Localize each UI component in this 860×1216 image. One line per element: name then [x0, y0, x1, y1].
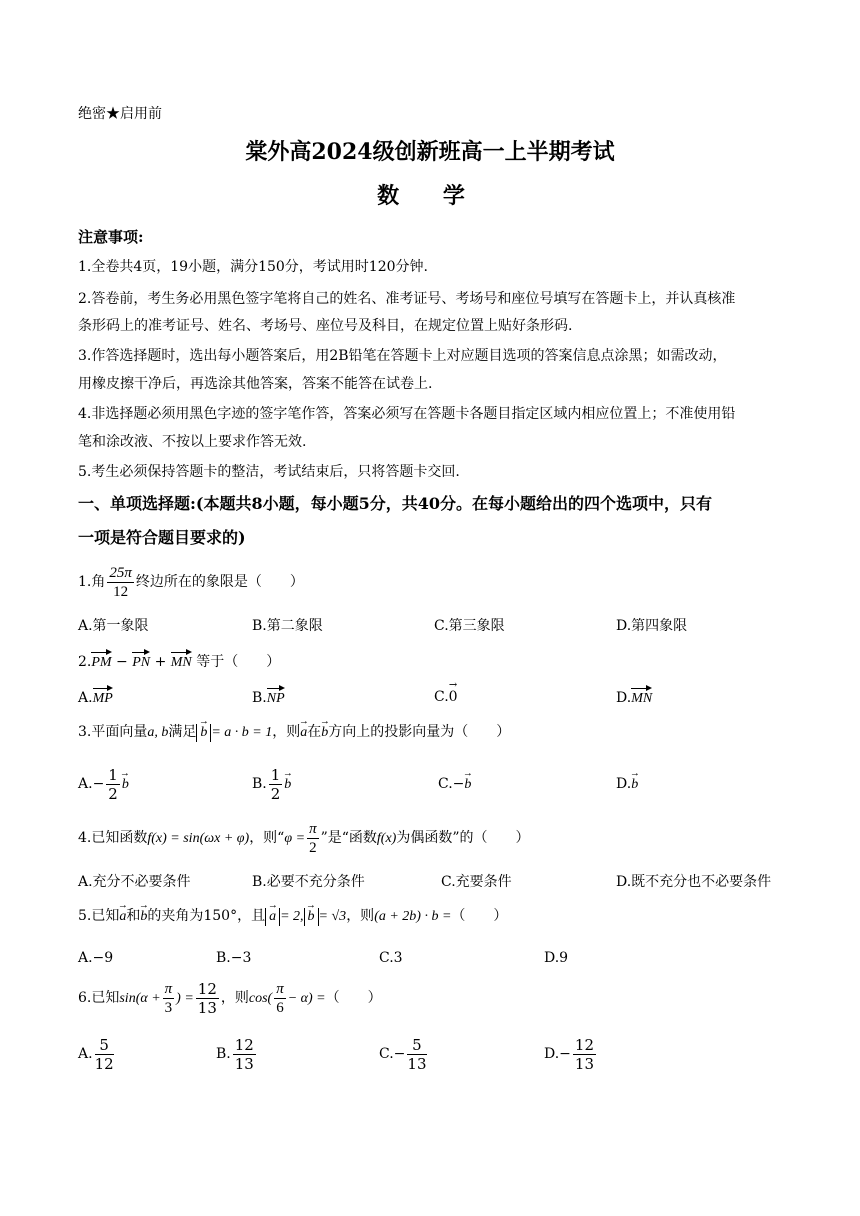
q5-option-a: A.−9 — [78, 950, 114, 966]
notice-item-2-cont: 条形码上的准考证号、姓名、考场号、座位号及科目，在规定位置上贴好条形码. — [78, 318, 573, 334]
notice-item-5: 5.考生必须保持答题卡的整洁，考试结束后，只将答题卡交回. — [78, 464, 460, 480]
q5-option-c: C.3 — [379, 950, 403, 966]
q6-option-c: C.− $\frac{5}{13}$ — [379, 1035, 427, 1073]
section-heading: 一、单项选择题:(本题共8小题，每小题5分，共40分。在每小题给出的四个选项中，只有 — [78, 494, 713, 513]
q3-option-d: D.→ b — [616, 774, 638, 795]
question-5: 5.已知→ a和→ b的夹角为150°，且→ a = 2,→ b = √3，则(a + 2b) · b =（ ） — [78, 906, 507, 927]
q1-option-c: C.第三象限 — [434, 618, 505, 634]
question-4: 4.已知函数f(x) = sin(ωx + φ)，则“φ = $\frac{\pi}{2}$ ”是“函数f(x)为偶函数”的（ ） — [78, 820, 530, 856]
q3-option-a: A.− $\frac{1}{2}$ → b — [78, 764, 129, 805]
question-1: 1.角 $\frac{25\pi}{12}$ 终边所在的象限是（ ） — [78, 564, 304, 600]
notice-item-4: 4.非选择题必须用黑色字迹的签字笔作答，答案必须写在答题卡各题目指定区域内相应位置上；不准使用铅 — [78, 406, 736, 422]
exam-title: 棠外高2024级创新班高一上半期考试 — [245, 139, 615, 165]
q4-option-c: C.充要条件 — [441, 874, 512, 890]
q6-option-b: B. $\frac{12}{13}$ — [216, 1035, 254, 1073]
q5-option-d: D.9 — [544, 950, 569, 966]
q6-option-d: D.− $\frac{12}{13}$ — [544, 1035, 594, 1073]
q1-option-b: B.第二象限 — [252, 618, 323, 634]
subject-title: 数 学 — [377, 183, 483, 209]
q4-option-b: B.必要不充分条件 — [252, 874, 365, 890]
notice-item-2: 2.答卷前，考生务必用黑色签字笔将自己的姓名、准考证号、考场号和座位号填写在答题卡上，并认真核准 — [78, 291, 736, 307]
notice-item-3-cont: 用橡皮擦干净后，再选涂其他答案，答案不能答在试卷上. — [78, 376, 433, 392]
secret-label: 绝密★启用前 — [78, 106, 162, 122]
section-heading-cont: 一项是符合题目要求的) — [78, 528, 246, 547]
q4-option-d: D.既不充分也不必要条件 — [616, 874, 772, 890]
notice-item-3: 3.作答选择题时，选出每小题答案后，用2B铅笔在答题卡上对应题目选项的答案信息点涂黑；如需改动， — [78, 348, 727, 364]
question-6: 6.已知sin(α + $\frac{\pi}{3}$ ) = $\frac{12}{13}$ ，则cos( $\frac{\pi}{6}$ − α) =（ ） — [78, 979, 382, 1017]
notice-heading: 注意事项: — [78, 228, 144, 246]
q3-option-c: C.−→ b — [438, 774, 471, 795]
q2-option-a: A.MP — [78, 687, 113, 709]
q4-option-a: A.充分不必要条件 — [78, 874, 191, 890]
q1-option-a: A.第一象限 — [78, 618, 149, 634]
question-3: 3.平面向量a, b满足→ b = a · b = 1，则→ a在→ b方向上的投影向量为（ ） — [78, 722, 510, 743]
q2-option-c: C.→ 0 — [434, 687, 458, 707]
notice-item-1: 1.全卷共4页，19小题，满分150分，考试用时120分钟. — [78, 259, 428, 275]
q5-option-b: B.−3 — [216, 950, 252, 966]
notice-item-4-cont: 笔和涂改液、不按以上要求作答无效. — [78, 434, 307, 450]
q1-fraction: $\frac{25\pi}{12}$ — [109, 564, 132, 600]
q3-option-b: B. $\frac{1}{2}$ → b — [252, 764, 291, 805]
q1-option-d: D.第四象限 — [616, 618, 688, 634]
q2-option-d: D.MN — [616, 687, 652, 709]
q6-option-a: A. $\frac{5}{12}$ — [78, 1035, 114, 1073]
q2-option-b: B.NP — [252, 687, 285, 709]
question-2: 2.PM − PN + MN 等于（ ） — [78, 651, 280, 673]
